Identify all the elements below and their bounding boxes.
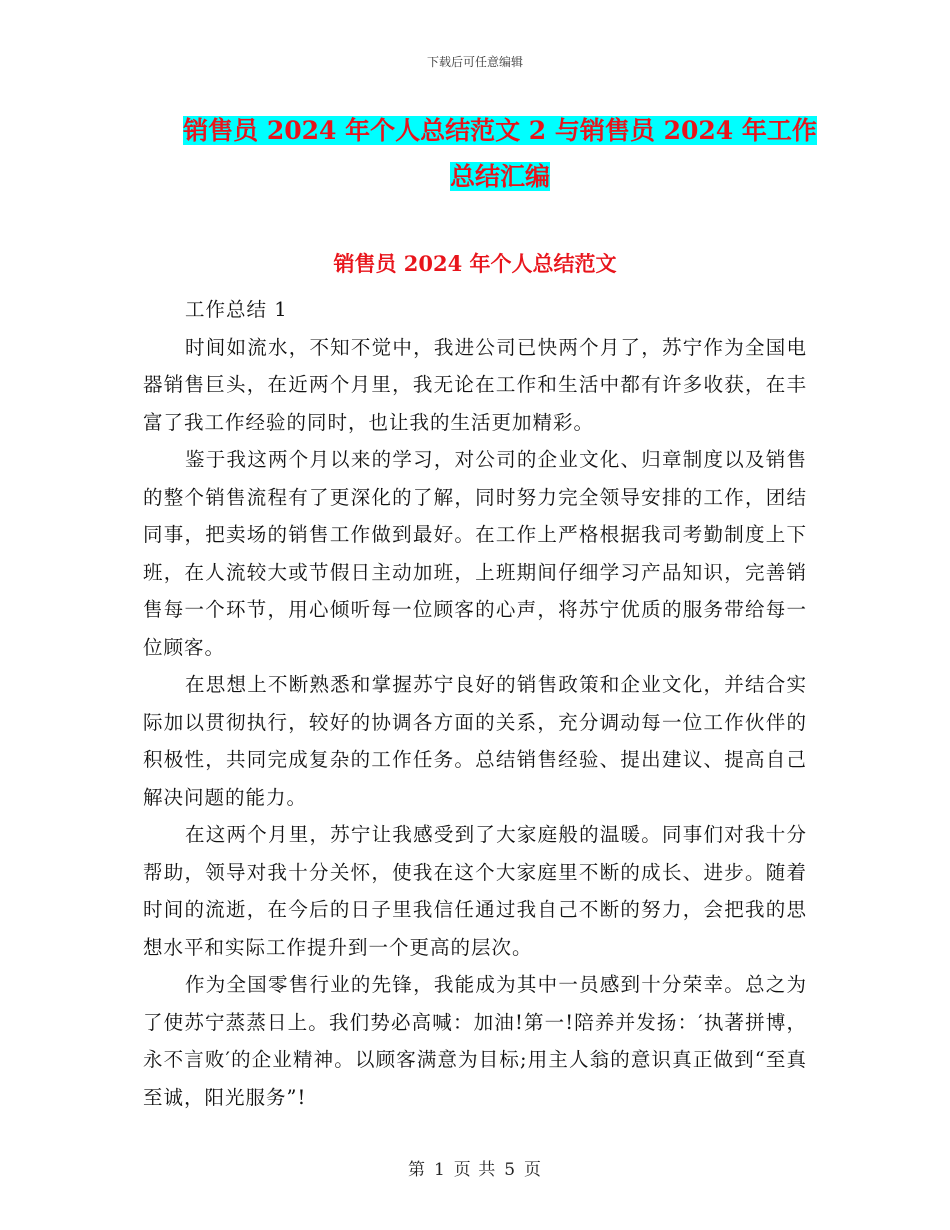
- paragraph: 时间如流水，不知不觉中，我进公司已快两个月了，苏宁作为全国电器销售巨头，在近两个月里，我无论在工作和生活中都有许多收获，在丰富了我工作经验的同时，也让我的生活更加精彩。: [143, 335, 807, 434]
- footer-suffix: 页: [524, 1160, 543, 1180]
- section-title: 销售员 2024 年个人总结范文: [333, 251, 617, 276]
- document-title: [140, 108, 860, 200]
- current-page-number: 1: [433, 1160, 446, 1180]
- footer-middle: 页 共: [453, 1160, 497, 1180]
- paragraph: 在思想上不断熟悉和掌握苏宁良好的销售政策和企业文化，并结合实际加以贯彻执行，较好的协调各方面的关系，充分调动每一位工作伙伴的积极性，共同完成复杂的工作任务。总结销售经验、提出建议、提高自己解决问题的能力。: [143, 673, 807, 809]
- header-note: 下载后可任意编辑: [426, 55, 523, 69]
- paragraph: 作为全国零售行业的先锋，我能成为其中一员感到十分荣幸。总之为了使苏宁蒸蒸日上。我们势必高喊：加油!第一!陪养并发扬：′执著拼博，永不言败′的企业精神。以顾客满意为目标;用主人翁的意识真正做到“至真至诚，阳光服务”!: [143, 973, 807, 1109]
- title-line-2: 总结汇编: [449, 162, 550, 191]
- paragraph: 在这两个月里，苏宁让我感受到了大家庭般的温暖。同事们对我十分帮助，领导对我十分关怀，使我在这个大家庭里不断的成长、进步。随着时间的流逝，在今后的日子里我信任通过我自己不断的努力，会把我的思想水平和实际工作提升到一个更高的层次。: [143, 823, 807, 959]
- total-page-count: 5: [504, 1160, 517, 1180]
- footer-prefix: 第: [407, 1160, 426, 1180]
- document-body: [143, 291, 807, 1116]
- paragraph: 鉴于我这两个月以来的学习，对公司的企业文化、归章制度以及销售的整个销售流程有了更深化的了解，同时努力完全领导安排的工作，团结同事，把卖场的销售工作做到最好。在工作上严格根据我司考勤制度上下班，在人流较大或节假日主动加班，上班期间仔细学习产品知识，完善销售每一个环节，用心倾听每一位顾客的心声，将苏宁优质的服务带给每一位顾客。: [143, 448, 807, 659]
- title-line-1: 销售员 2024 年个人总结范文 2 与销售员 2024 年工作: [183, 116, 817, 145]
- paragraph-heading: 工作总结 1: [185, 298, 288, 321]
- page-footer: [0, 1155, 950, 1180]
